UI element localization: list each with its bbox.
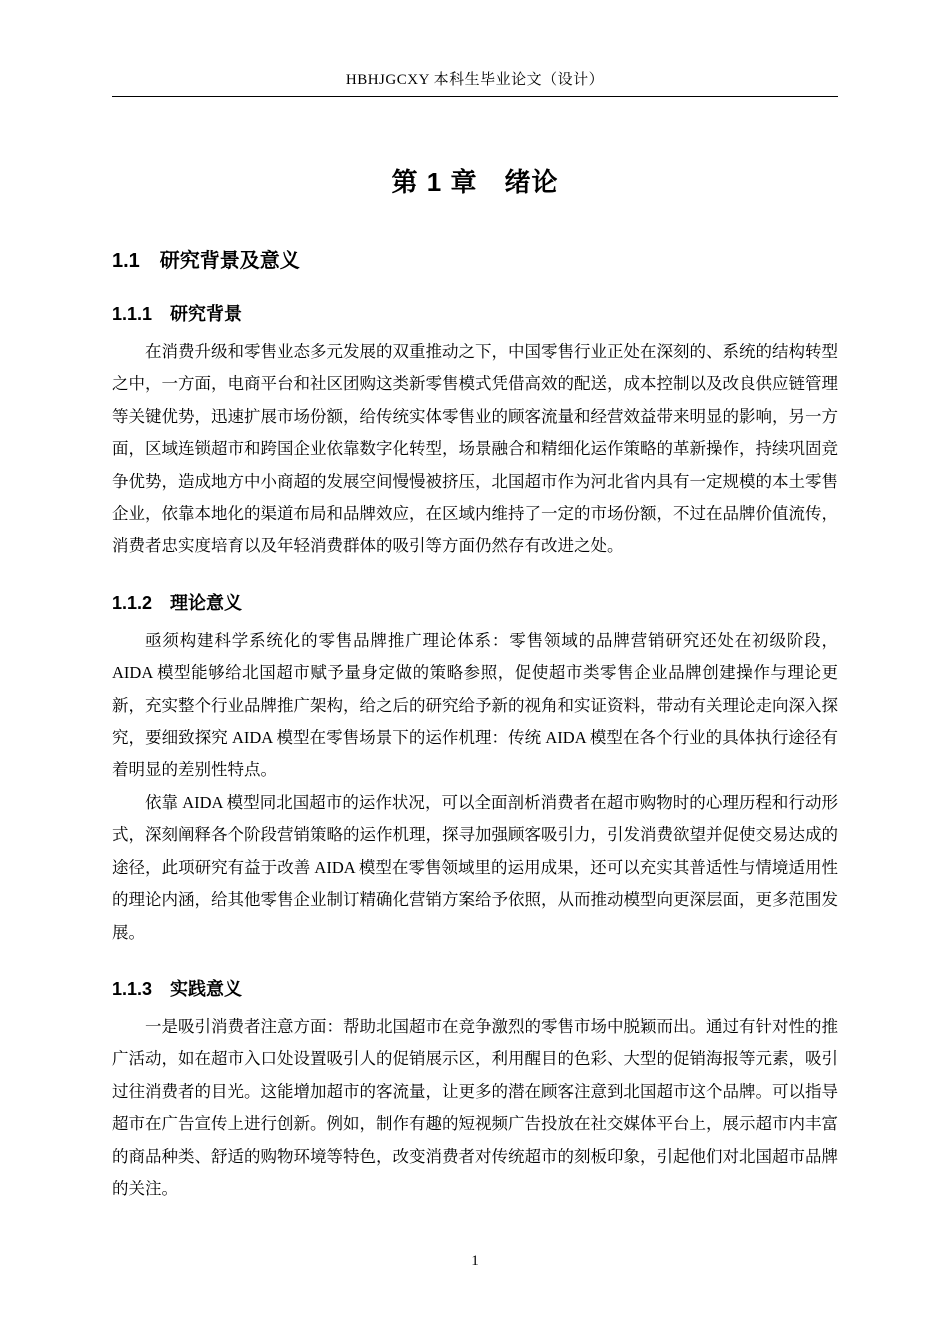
running-header-title: HBHJGCXY 本科生毕业论文（设计） [112, 68, 838, 97]
page-header [112, 68, 838, 97]
page-number: 1 [471, 1253, 479, 1269]
section-heading-1-1: 1.1 研究背景及意义 [112, 250, 300, 272]
subsection-heading-1-1-1: 1.1.1 研究背景 [112, 304, 243, 324]
subsection-heading-1-1-2: 1.1.2 理论意义 [112, 592, 243, 613]
document-body [112, 96, 838, 1205]
paragraph-theoretical-significance-1: 亟须构建科学系统化的零售品牌推广理论体系：零售领域的品牌营销研究还处在初级阶段，AIDA 模型能够给北国超市赋予量身定做的策略参照，促使超市类零售企业品牌创建操作与理论更新，充实整个行业品牌推广架构，给之后的研究给予新的视角和实证资料，带动有关理论走向深入探究，要细致探究 AIDA 模型在零售场景下的运作机理：传统 AIDA 模型在各个行业的具体执行途径有着明显的差别性特点。 [112, 630, 838, 780]
paragraph-theoretical-significance-2: 依靠 AIDA 模型同北国超市的运作状况，可以全面剖析消费者在超市购物时的心理历程和行动形式，深刻阐释各个阶段营销策略的运作机理，探寻加强顾客吸引力，引发消费欲望并促使交易达成的途径，此项研究有益于改善 AIDA 模型在零售领域里的运用成果，还可以充实其普适性与情境适用性的理论内涵，给其他零售企业制订精确化营销方案给予依照，从而推动模型向更深层面，更多范围发展。 [112, 792, 838, 942]
page-footer [0, 1252, 950, 1270]
subsection-heading-1-1-3: 1.1.3 实践意义 [112, 978, 243, 999]
paragraph-research-background: 在消费升级和零售业态多元发展的双重推动之下，中国零售行业正处在深刻的、系统的结构转型之中，一方面，电商平台和社区团购这类新零售模式凭借高效的配送，成本控制以及改良供应链管理等关键优势，迅速扩展市场份额，给传统实体零售业的顾客流量和经营效益带来明显的影响，另一方面，区域连锁超市和跨国企业依靠数字化转型，场景融合和精细化运作策略的革新操作，持续巩固竞争优势，造成地方中小商超的发展空间慢慢被挤压，北国超市作为河北省内具有一定规模的本土零售企业，依靠本地化的渠道布局和品牌效应，在区域内维持了一定的市场份额，不过在品牌价值流传，消费者忠实度培育以及年轻消费群体的吸引等方面仍然存有改进之处。 [112, 342, 838, 556]
chapter-title: 第 1 章 绪论 [391, 167, 559, 197]
paragraph-practical-significance: 一是吸引消费者注意方面：帮助北国超市在竞争激烈的零售市场中脱颖而出。通过有针对性的推广活动，如在超市入口处设置吸引人的促销展示区，利用醒目的色彩、大型的促销海报等元素，吸引过往消费者的目光。这能增加超市的客流量，让更多的潜在顾客注意到北国超市这个品牌。可以指导超市在广告宣传上进行创新。例如，制作有趣的短视频广告投放在社交媒体平台上，展示超市内丰富的商品种类、舒适的购物环境等特色，改变消费者对传统超市的刻板印象，引起他们对北国超市品牌的关注。 [112, 1016, 838, 1198]
